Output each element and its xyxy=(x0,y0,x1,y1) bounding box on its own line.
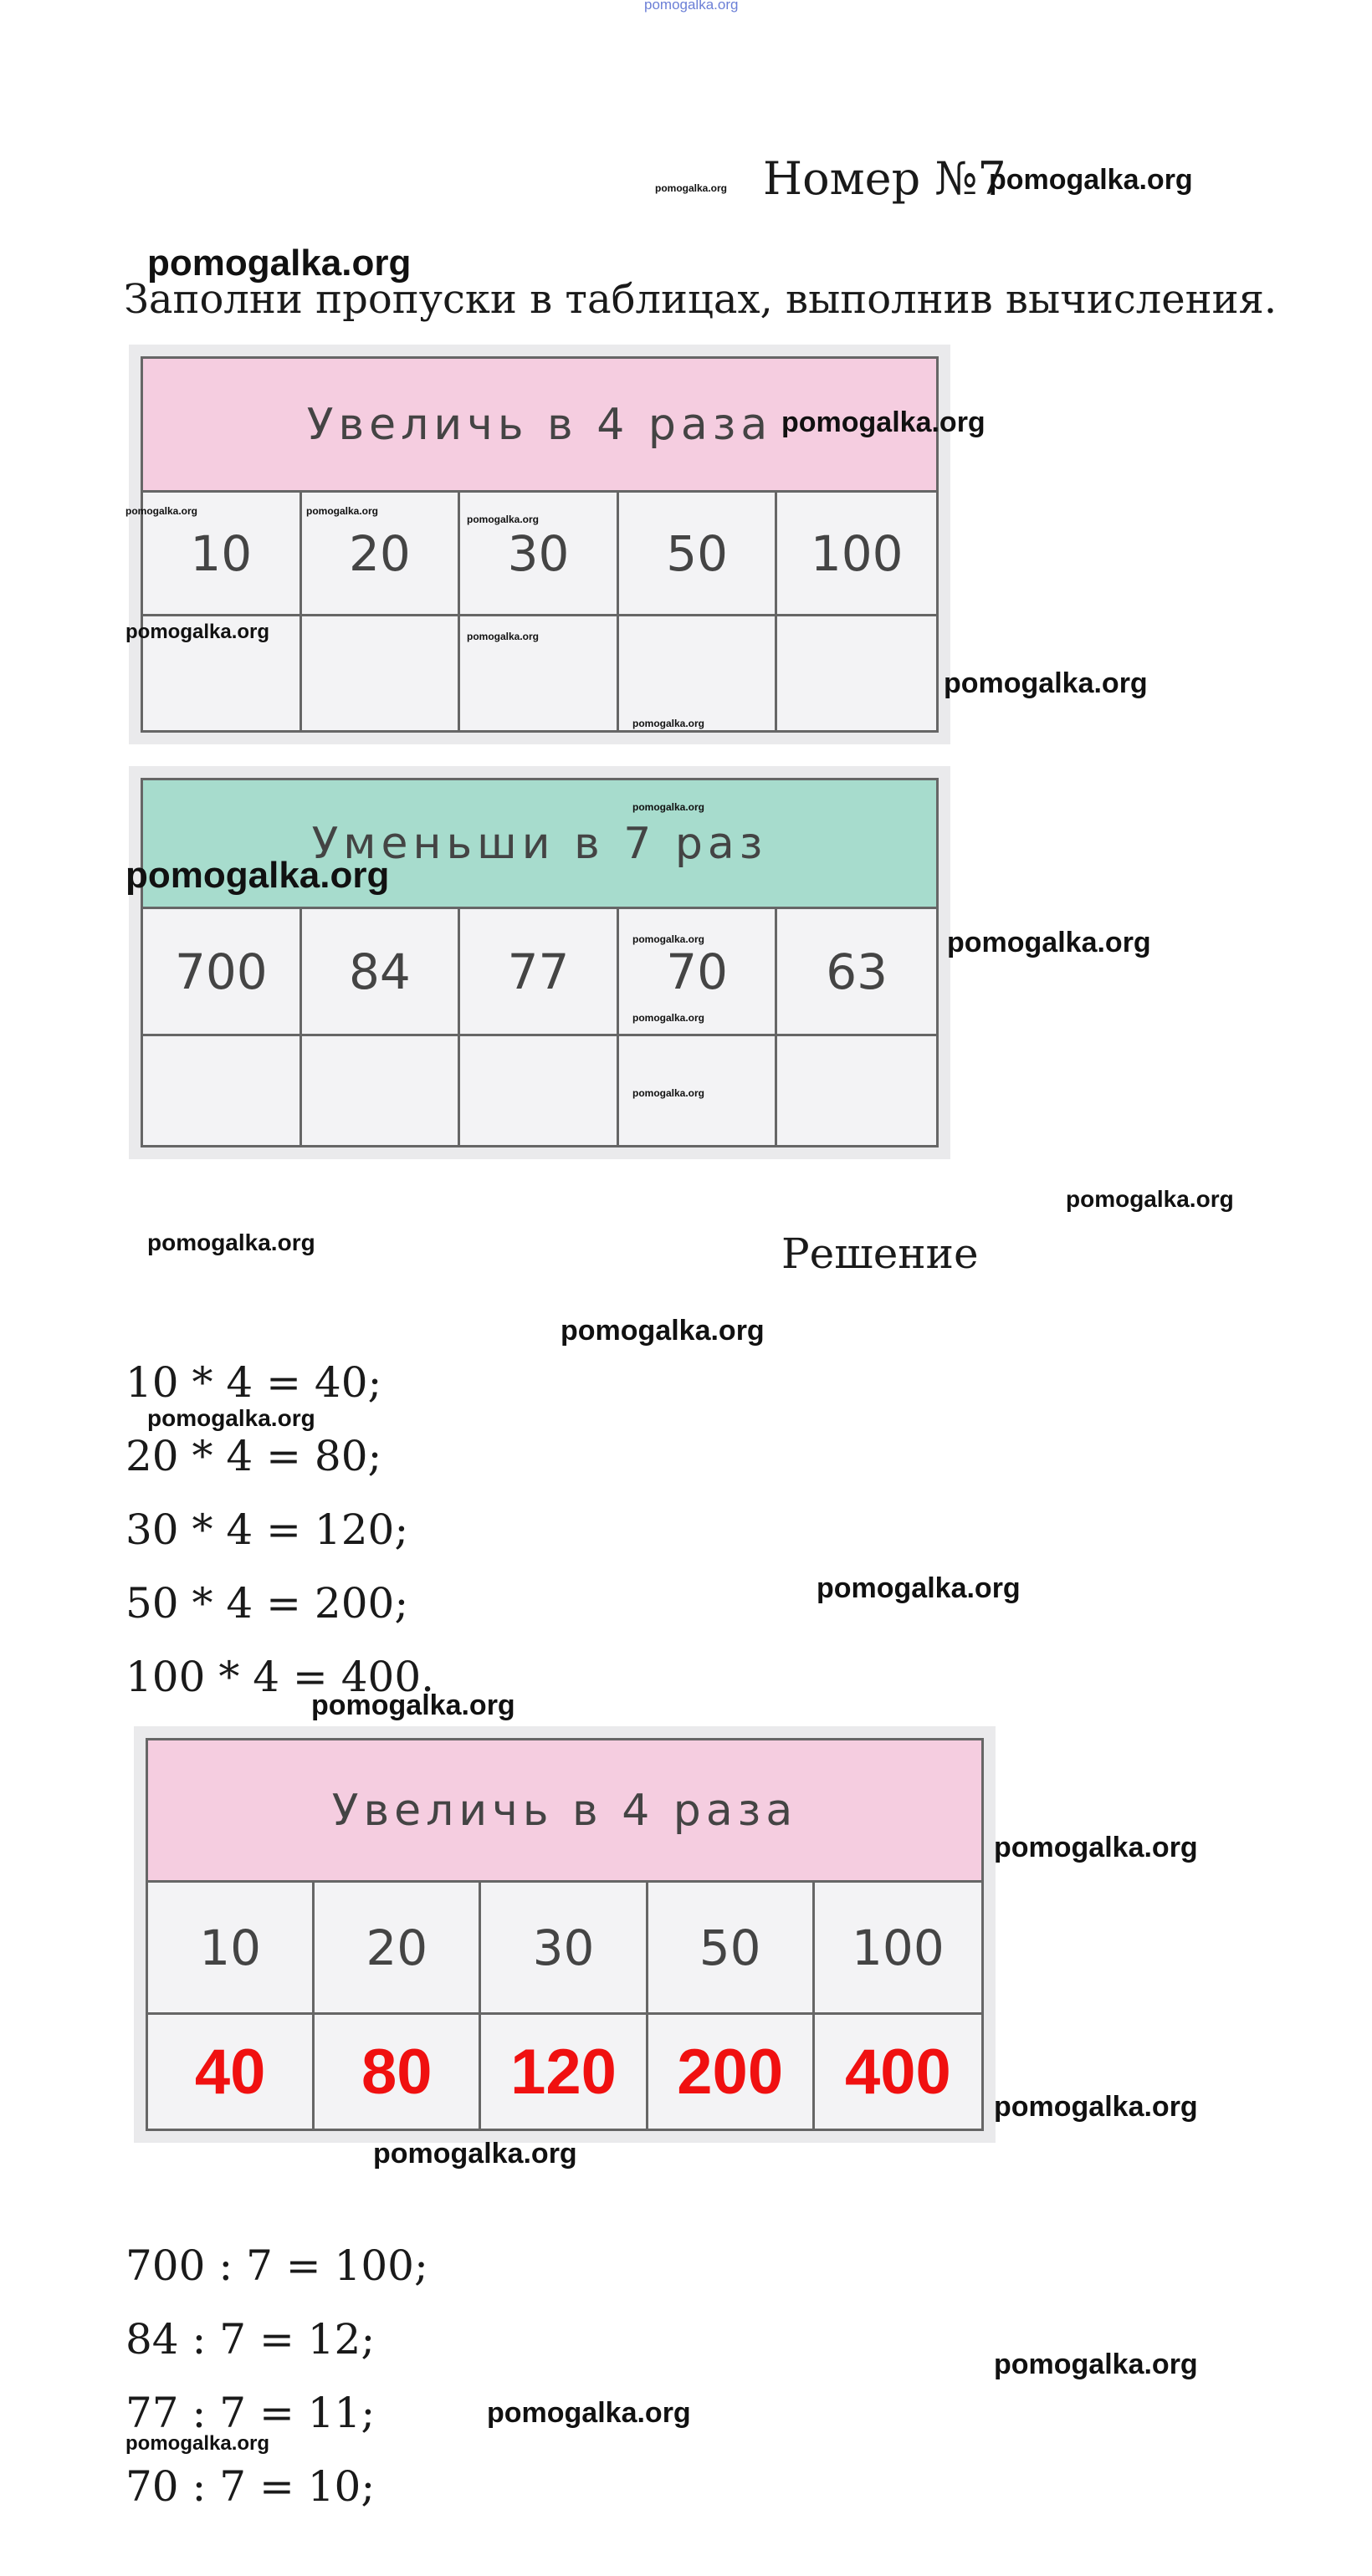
watermark: pomogalka.org xyxy=(306,505,379,517)
watermark: pomogalka.org xyxy=(817,1572,1021,1604)
watermark: pomogalka.org xyxy=(125,855,390,896)
answer-cell: 40 xyxy=(148,2015,315,2129)
answer-cell: 80 xyxy=(315,2015,481,2129)
watermark: pomogalka.org xyxy=(373,2138,577,2170)
watermark: pomogalka.org xyxy=(655,182,728,194)
table-cell: 77 xyxy=(460,909,619,1036)
answer-cell: 400 xyxy=(815,2015,981,2129)
watermark: pomogalka.org xyxy=(125,505,198,517)
watermark: pomogalka.org xyxy=(632,933,705,945)
watermark: pomogalka.org xyxy=(1066,1186,1234,1212)
table-cell: 70 xyxy=(619,909,778,1036)
equation: 70 : 7 = 10; xyxy=(125,2462,376,2511)
watermark: pomogalka.org xyxy=(147,1405,315,1431)
table-cell: 10 xyxy=(143,493,302,616)
answer-cell: 200 xyxy=(648,2015,815,2129)
watermark: pomogalka.org xyxy=(147,243,412,284)
watermark: pomogalka.org xyxy=(994,2349,1198,2380)
table-cell: 10 xyxy=(148,1883,315,2015)
table-cell: 50 xyxy=(619,493,778,616)
empty-cell xyxy=(302,616,461,730)
empty-cell xyxy=(777,1036,936,1145)
empty-cell xyxy=(619,616,778,730)
watermark: pomogalka.org xyxy=(994,2091,1198,2123)
empty-cell xyxy=(302,1036,461,1145)
equation: 50 * 4 = 200; xyxy=(125,1579,409,1628)
equation: 77 : 7 = 11; xyxy=(125,2389,376,2437)
table-heading: Увеличь в 4 раза xyxy=(143,359,936,493)
watermark: pomogalka.org xyxy=(994,1832,1198,1863)
table-heading: Увеличь в 4 раза xyxy=(148,1740,981,1883)
equation: 84 : 7 = 12; xyxy=(125,2315,376,2364)
watermark: pomogalka.org xyxy=(781,406,985,438)
equation: 30 * 4 = 120; xyxy=(125,1505,409,1554)
table-increase xyxy=(129,345,950,744)
watermark: pomogalka.org xyxy=(632,1087,705,1099)
watermark: pomogalka.org xyxy=(311,1689,515,1721)
watermark: pomogalka.org xyxy=(467,514,540,525)
table-cell: 20 xyxy=(302,493,461,616)
table-cell: 20 xyxy=(315,1883,481,2015)
watermark-top: pomogalka.org xyxy=(644,0,739,13)
watermark: pomogalka.org xyxy=(125,621,270,643)
watermark: pomogalka.org xyxy=(632,718,705,729)
answer-cell: 120 xyxy=(481,2015,648,2129)
empty-cell xyxy=(777,616,936,730)
equation: 10 * 4 = 40; xyxy=(125,1358,382,1407)
watermark: pomogalka.org xyxy=(147,1229,315,1255)
table-cell: 63 xyxy=(777,909,936,1036)
table-decrease xyxy=(129,766,950,1159)
watermark: pomogalka.org xyxy=(632,801,705,813)
watermark: pomogalka.org xyxy=(125,2432,270,2455)
watermark: pomogalka.org xyxy=(947,927,1151,958)
table-heading: Уменьши в 7 раз xyxy=(143,780,936,909)
table-increase-solved xyxy=(134,1726,996,2143)
watermark: pomogalka.org xyxy=(561,1315,765,1347)
empty-cell xyxy=(460,1036,619,1145)
page-title: Номер №7 xyxy=(763,152,1006,205)
equation: 20 * 4 = 80; xyxy=(125,1432,382,1480)
instruction-text: Заполни пропуски в таблицах, выполнив вычисления. xyxy=(124,276,1277,323)
equation: 700 : 7 = 100; xyxy=(125,2241,428,2290)
table-cell: 84 xyxy=(302,909,461,1036)
watermark: pomogalka.org xyxy=(989,164,1193,196)
table-cell: 700 xyxy=(143,909,302,1036)
watermark: pomogalka.org xyxy=(467,631,540,642)
solution-heading: Решение xyxy=(781,1229,979,1278)
table-cell: 100 xyxy=(777,493,936,616)
watermark: pomogalka.org xyxy=(487,2397,691,2429)
table-cell: 100 xyxy=(815,1883,981,2015)
watermark: pomogalka.org xyxy=(944,667,1148,699)
equation: 100 * 4 = 400. xyxy=(125,1653,435,1701)
table-cell: 30 xyxy=(460,493,619,616)
watermark: pomogalka.org xyxy=(632,1012,705,1024)
table-cell: 50 xyxy=(648,1883,815,2015)
empty-cell xyxy=(143,1036,302,1145)
table-cell: 30 xyxy=(481,1883,648,2015)
